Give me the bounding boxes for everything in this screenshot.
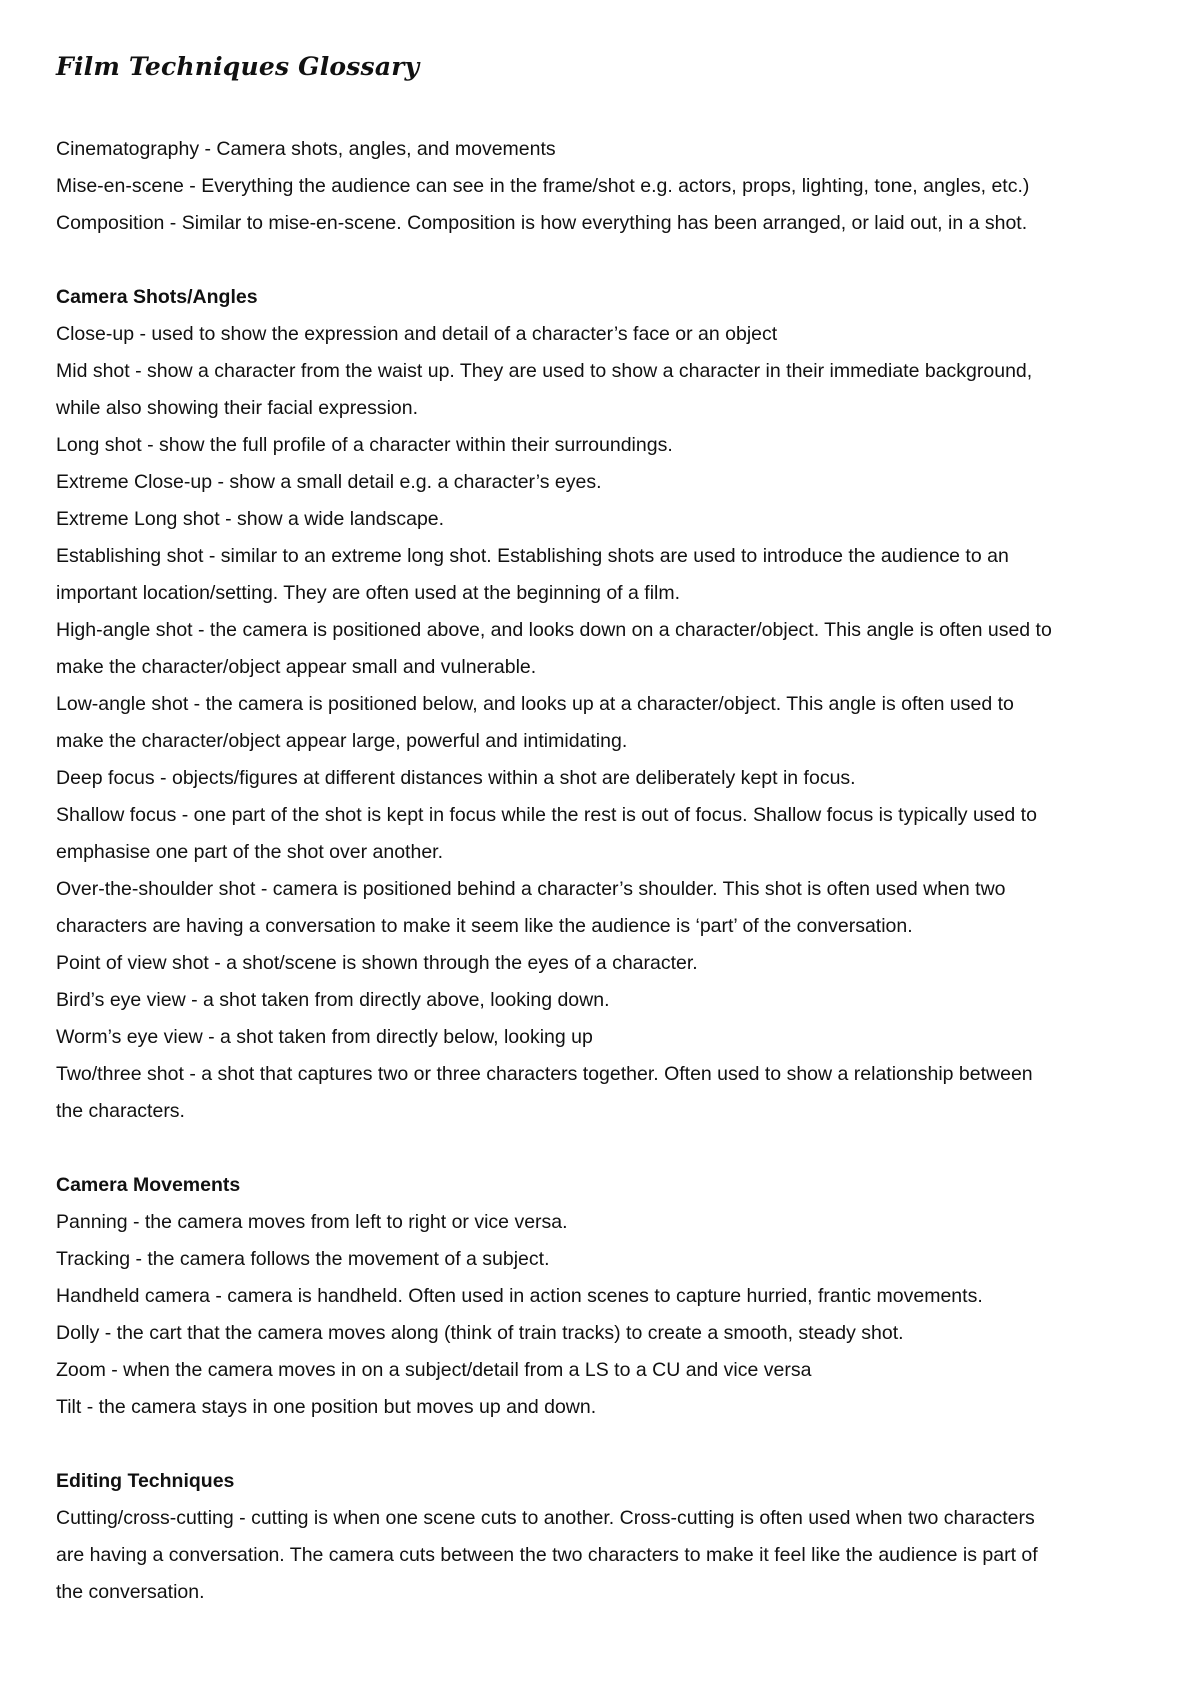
glossary-line: Extreme Close-up - show a small detail e.g. a character’s eyes. <box>56 471 602 493</box>
glossary-line: Two/three shot - a shot that captures two or three characters together. Often used to show a relationship between <box>56 1063 1033 1085</box>
intro-line: Mise-en-scene - Everything the audience can see in the frame/shot e.g. actors, props, lighting, tone, angles, etc.) <box>56 175 1030 197</box>
section-heading: Editing Techniques <box>56 1470 235 1492</box>
glossary-line: Handheld camera - camera is handheld. Often used in action scenes to capture hurried, frantic movements. <box>56 1285 983 1307</box>
glossary-line: Cutting/cross-cutting - cutting is when one scene cuts to another. Cross-cutting is often used when two characters <box>56 1507 1035 1529</box>
section-camera-shots-angles <box>56 279 1156 1130</box>
intro-block <box>56 131 1156 242</box>
glossary-line: characters are having a conversation to make it seem like the audience is ‘part’ of the conversation. <box>56 915 913 937</box>
glossary-line: Over-the-shoulder shot - camera is positioned behind a character’s shoulder. This shot is often used when two <box>56 878 1006 900</box>
section-heading: Camera Shots/Angles <box>56 286 258 308</box>
glossary-line: Low-angle shot - the camera is positioned below, and looks up at a character/object. This angle is often used to <box>56 693 1014 715</box>
document-title: Film Techniques Glossary <box>56 52 420 81</box>
glossary-line: emphasise one part of the shot over another. <box>56 841 444 863</box>
glossary-line: Dolly - the cart that the camera moves along (think of train tracks) to create a smooth, steady shot. <box>56 1322 904 1344</box>
intro-line: Cinematography - Camera shots, angles, and movements <box>56 138 556 160</box>
glossary-line: are having a conversation. The camera cuts between the two characters to make it feel like the audience is part of <box>56 1544 1038 1566</box>
glossary-line: important location/setting. They are often used at the beginning of a film. <box>56 582 681 604</box>
glossary-line: Shallow focus - one part of the shot is kept in focus while the rest is out of focus. Shallow focus is typically used to <box>56 804 1037 826</box>
glossary-line: Deep focus - objects/figures at different distances within a shot are deliberately kept in focus. <box>56 767 856 789</box>
glossary-line: Close-up - used to show the expression and detail of a character’s face or an object <box>56 323 778 345</box>
document-page <box>56 52 1156 1611</box>
glossary-line: High-angle shot - the camera is positioned above, and looks down on a character/object. This angle is often used to <box>56 619 1052 641</box>
glossary-line: Long shot - show the full profile of a character within their surroundings. <box>56 434 673 456</box>
section-camera-movements <box>56 1167 1156 1426</box>
intro-line: Composition - Similar to mise-en-scene. Composition is how everything has been arranged, or laid out, in a shot. <box>56 212 1028 234</box>
glossary-line: Panning - the camera moves from left to right or vice versa. <box>56 1211 568 1233</box>
glossary-line: the conversation. <box>56 1581 205 1603</box>
glossary-line: while also showing their facial expression. <box>56 397 419 419</box>
glossary-line: make the character/object appear large, powerful and intimidating. <box>56 730 628 752</box>
glossary-line: Mid shot - show a character from the waist up. They are used to show a character in their immediate background, <box>56 360 1033 382</box>
glossary-line: Extreme Long shot - show a wide landscape. <box>56 508 445 530</box>
glossary-line: make the character/object appear small and vulnerable. <box>56 656 537 678</box>
glossary-line: Tilt - the camera stays in one position but moves up and down. <box>56 1396 597 1418</box>
glossary-line: Point of view shot - a shot/scene is shown through the eyes of a character. <box>56 952 698 974</box>
section-heading: Camera Movements <box>56 1174 241 1196</box>
glossary-line: Establishing shot - similar to an extreme long shot. Establishing shots are used to introduce the audience to an <box>56 545 1009 567</box>
glossary-line: Tracking - the camera follows the movement of a subject. <box>56 1248 550 1270</box>
glossary-line: Bird’s eye view - a shot taken from directly above, looking down. <box>56 989 610 1011</box>
glossary-line: Worm’s eye view - a shot taken from directly below, looking up <box>56 1026 593 1048</box>
glossary-line: the characters. <box>56 1100 185 1122</box>
glossary-line: Zoom - when the camera moves in on a subject/detail from a LS to a CU and vice versa <box>56 1359 812 1381</box>
section-editing-techniques <box>56 1463 1156 1611</box>
